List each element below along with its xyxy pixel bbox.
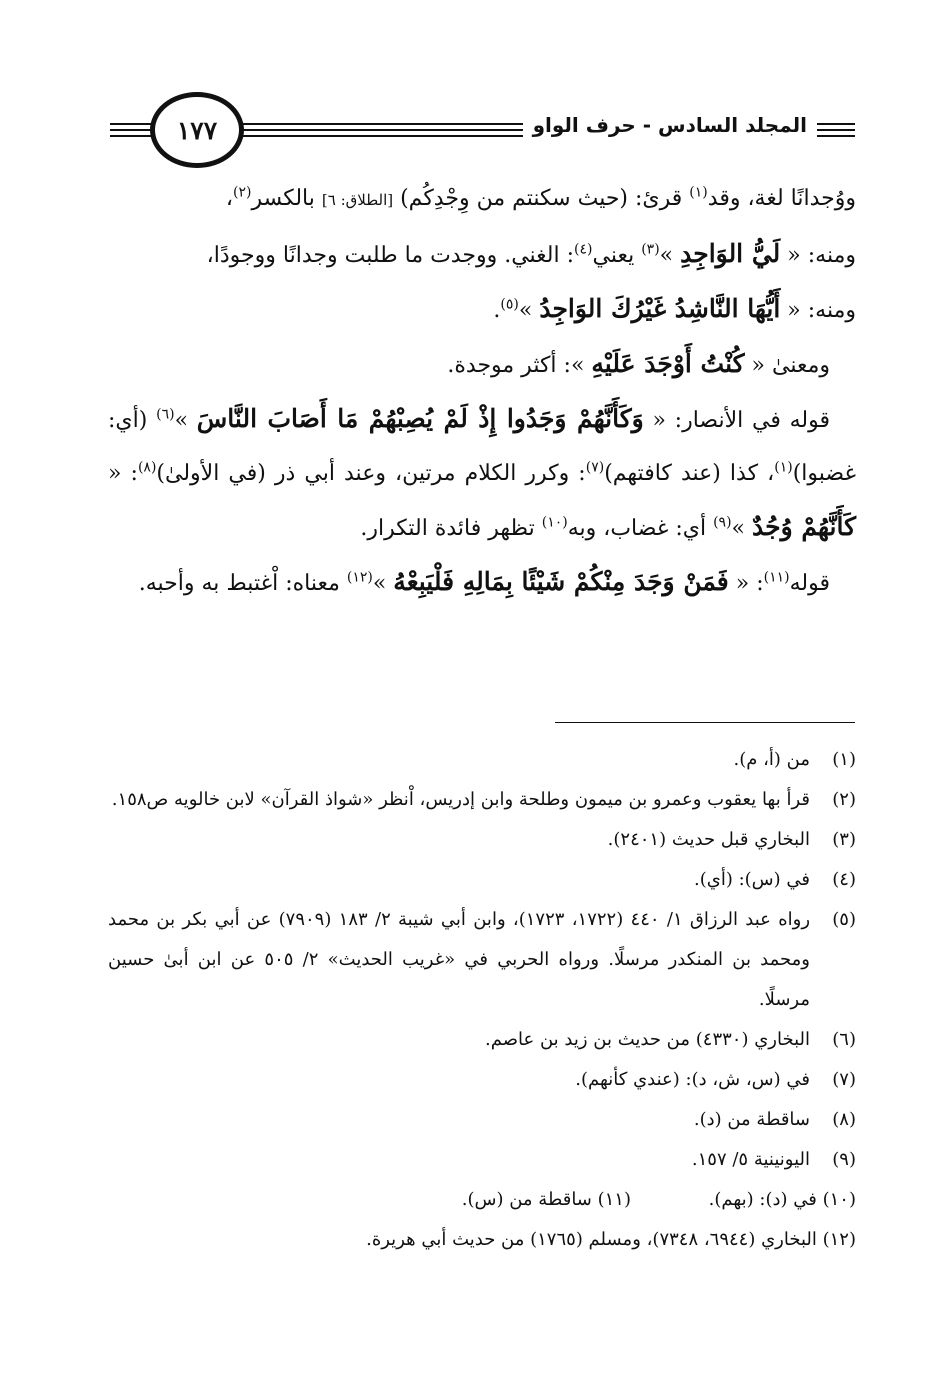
text: : « bbox=[728, 571, 764, 596]
paragraph-2 bbox=[108, 227, 856, 282]
footnote-number: (٤) bbox=[832, 869, 856, 890]
footnote-text: قرأ بها يعقوب وعمرو بن ميمون وطلحة وابن إدريس، اْنظر «شواذ القرآن» لابن خالويه ص١٥٨. bbox=[111, 789, 810, 810]
footnote: (١١) ساقطة من (س). bbox=[461, 1189, 631, 1210]
footnote-text: من (أ، م). bbox=[733, 749, 810, 770]
footnote: (١٠) في (د): (بهم). bbox=[708, 1189, 856, 1210]
running-head: المجلد السادس - حرف الواو bbox=[523, 113, 817, 137]
text: : الغني. ووجدت ما طلبت وجدانًا ووجودًا، bbox=[206, 243, 575, 268]
text: » bbox=[731, 516, 752, 541]
text: ومنه: « bbox=[780, 298, 856, 323]
hadith-quote: لَيُّ الوَاجِدِ bbox=[680, 239, 781, 268]
footnote-number: (٨) bbox=[832, 1109, 856, 1130]
footnote-text: (١٢) البخاري (٦٩٤٤، ٧٣٤٨)، ومسلم (١٧٦٥) من حديث أبي هريرة. bbox=[366, 1229, 856, 1250]
text: ووُجدانًا لغة، وقد bbox=[707, 186, 856, 211]
paragraph-6 bbox=[108, 555, 856, 610]
footnote-ref[interactable]: (٢) bbox=[232, 184, 252, 201]
text: ومعنىٰ « bbox=[744, 353, 830, 378]
footnote bbox=[108, 1140, 856, 1180]
footnote-ref[interactable]: (١٠) bbox=[541, 514, 568, 531]
footnote-pair bbox=[108, 1180, 856, 1220]
footnote bbox=[108, 780, 856, 820]
footnote-ref[interactable]: (٨) bbox=[137, 459, 157, 476]
text: ومنه: « bbox=[780, 243, 856, 268]
hadith-quote: كُنْتُ أَوْجَدَ عَلَيْهِ bbox=[591, 349, 745, 378]
footnote-ref[interactable]: (٥) bbox=[500, 296, 519, 313]
footnote-number: (٦) bbox=[832, 1029, 856, 1050]
footnote-number: (٧) bbox=[832, 1069, 856, 1090]
footnote bbox=[108, 1060, 856, 1100]
hadith-quote: أَيُّهَا النَّاشِدُ غَيْرُكَ الوَاجِدُ bbox=[539, 294, 781, 323]
hadith-quote: وَكَأَنَّهُمْ وَجَدُوا إِذْ لَمْ يُصِبْهُمْ مَا أَصَابَ النَّاسَ bbox=[196, 404, 644, 433]
footnote-ref[interactable]: (٦) bbox=[156, 406, 175, 423]
paragraph-5 bbox=[108, 392, 856, 555]
footnote-number: (٩) bbox=[832, 1149, 856, 1170]
text: أي: غضاب، وبه bbox=[567, 516, 714, 541]
footnote-text: اليونينية ٥/ ١٥٧. bbox=[691, 1149, 810, 1170]
footnote-text: في (س): (أي). bbox=[694, 869, 810, 890]
text: » bbox=[372, 571, 394, 596]
text: . bbox=[493, 298, 501, 323]
text: قوله bbox=[789, 571, 830, 596]
page-header bbox=[110, 95, 855, 165]
main-text bbox=[108, 172, 856, 610]
footnote-ref[interactable]: (٧) bbox=[585, 459, 605, 476]
footnote-number: (١) bbox=[832, 749, 856, 770]
text: »: أكثر موجدة. bbox=[447, 353, 592, 378]
text: (أي: غضبوا) bbox=[108, 408, 856, 486]
footnote-ref[interactable]: (١١) bbox=[763, 569, 790, 586]
text: » bbox=[174, 408, 197, 433]
page-number: ١٧٧ bbox=[150, 92, 244, 168]
text: : « bbox=[108, 461, 138, 486]
footnote bbox=[108, 1020, 856, 1060]
footnote-divider bbox=[555, 722, 855, 723]
footnote bbox=[108, 740, 856, 780]
footnote-number: (٢) bbox=[832, 789, 856, 810]
text: » bbox=[659, 243, 681, 268]
quran-reference: [الطلاق: ٦] bbox=[321, 191, 394, 209]
paragraph-1 bbox=[108, 172, 856, 227]
footnote bbox=[108, 820, 856, 860]
footnote bbox=[108, 860, 856, 900]
text: » bbox=[518, 298, 540, 323]
paragraph-3 bbox=[108, 282, 856, 337]
paragraph-4 bbox=[108, 337, 856, 392]
footnote-ref[interactable]: (٣) bbox=[641, 241, 660, 258]
text: ، bbox=[225, 186, 233, 211]
footnote-number: (٥) bbox=[832, 909, 856, 930]
footnote-ref[interactable]: (٩) bbox=[713, 514, 732, 531]
text: قرئ: (حيث سكنتم من وِجْدِكُم) bbox=[393, 186, 690, 211]
footnote-text: رواه عبد الرزاق ١/ ٤٤٠ (١٧٢٢، ١٧٢٣)، وابن أبي شيبة ٢/ ١٨٣ (٧٩٠٩) عن أبي بكر بن محمد ومحمد بن المنكدر مرسلًا. ورواه الحربي في «غريب الحديث» ٢/ ٥٠٥ عن ابن أبىٰ حسين مرسلًا. bbox=[108, 909, 811, 1010]
footnote-ref[interactable]: (١) bbox=[774, 459, 793, 476]
hadith-quote: كَأَنَّهُمْ وُجُدٌ bbox=[752, 512, 856, 541]
text: بالكسر bbox=[251, 186, 322, 211]
text: تظهر فائدة التكرار. bbox=[360, 516, 542, 541]
footnote-number: (٣) bbox=[832, 829, 856, 850]
text: يعني bbox=[592, 243, 642, 268]
footnote bbox=[108, 1100, 856, 1140]
footnote-text: ساقطة من (د). bbox=[693, 1109, 810, 1130]
footnote-ref[interactable]: (١٢) bbox=[346, 569, 373, 586]
footnote-text: في (س، ش، د): (عندي كأنهم). bbox=[575, 1069, 810, 1090]
text: قوله في الأنصار: « bbox=[643, 408, 831, 433]
footnote bbox=[108, 1220, 856, 1260]
footnote bbox=[108, 900, 856, 1020]
text: : وكرر الكلام مرتين، وعند أبي ذر (في الأولىٰ) bbox=[156, 461, 586, 486]
footnotes bbox=[108, 740, 856, 1260]
text: معناه: اْغتبط به وأحبه. bbox=[138, 571, 347, 596]
text: ، كذا (عند كافتهم) bbox=[604, 461, 775, 486]
footnote-ref[interactable]: (٤) bbox=[574, 241, 593, 258]
hadith-quote: فَمَنْ وَجَدَ مِنْكُمْ شَيْئًا بِمَالِهِ فَلْيَبِعْهُ bbox=[393, 567, 729, 596]
footnote-ref[interactable]: (١) bbox=[689, 184, 708, 201]
footnote-text: البخاري (٤٣٣٠) من حديث بن زيد بن عاصم. bbox=[485, 1029, 810, 1050]
footnote-text: البخاري قبل حديث (٢٤٠١). bbox=[607, 829, 810, 850]
